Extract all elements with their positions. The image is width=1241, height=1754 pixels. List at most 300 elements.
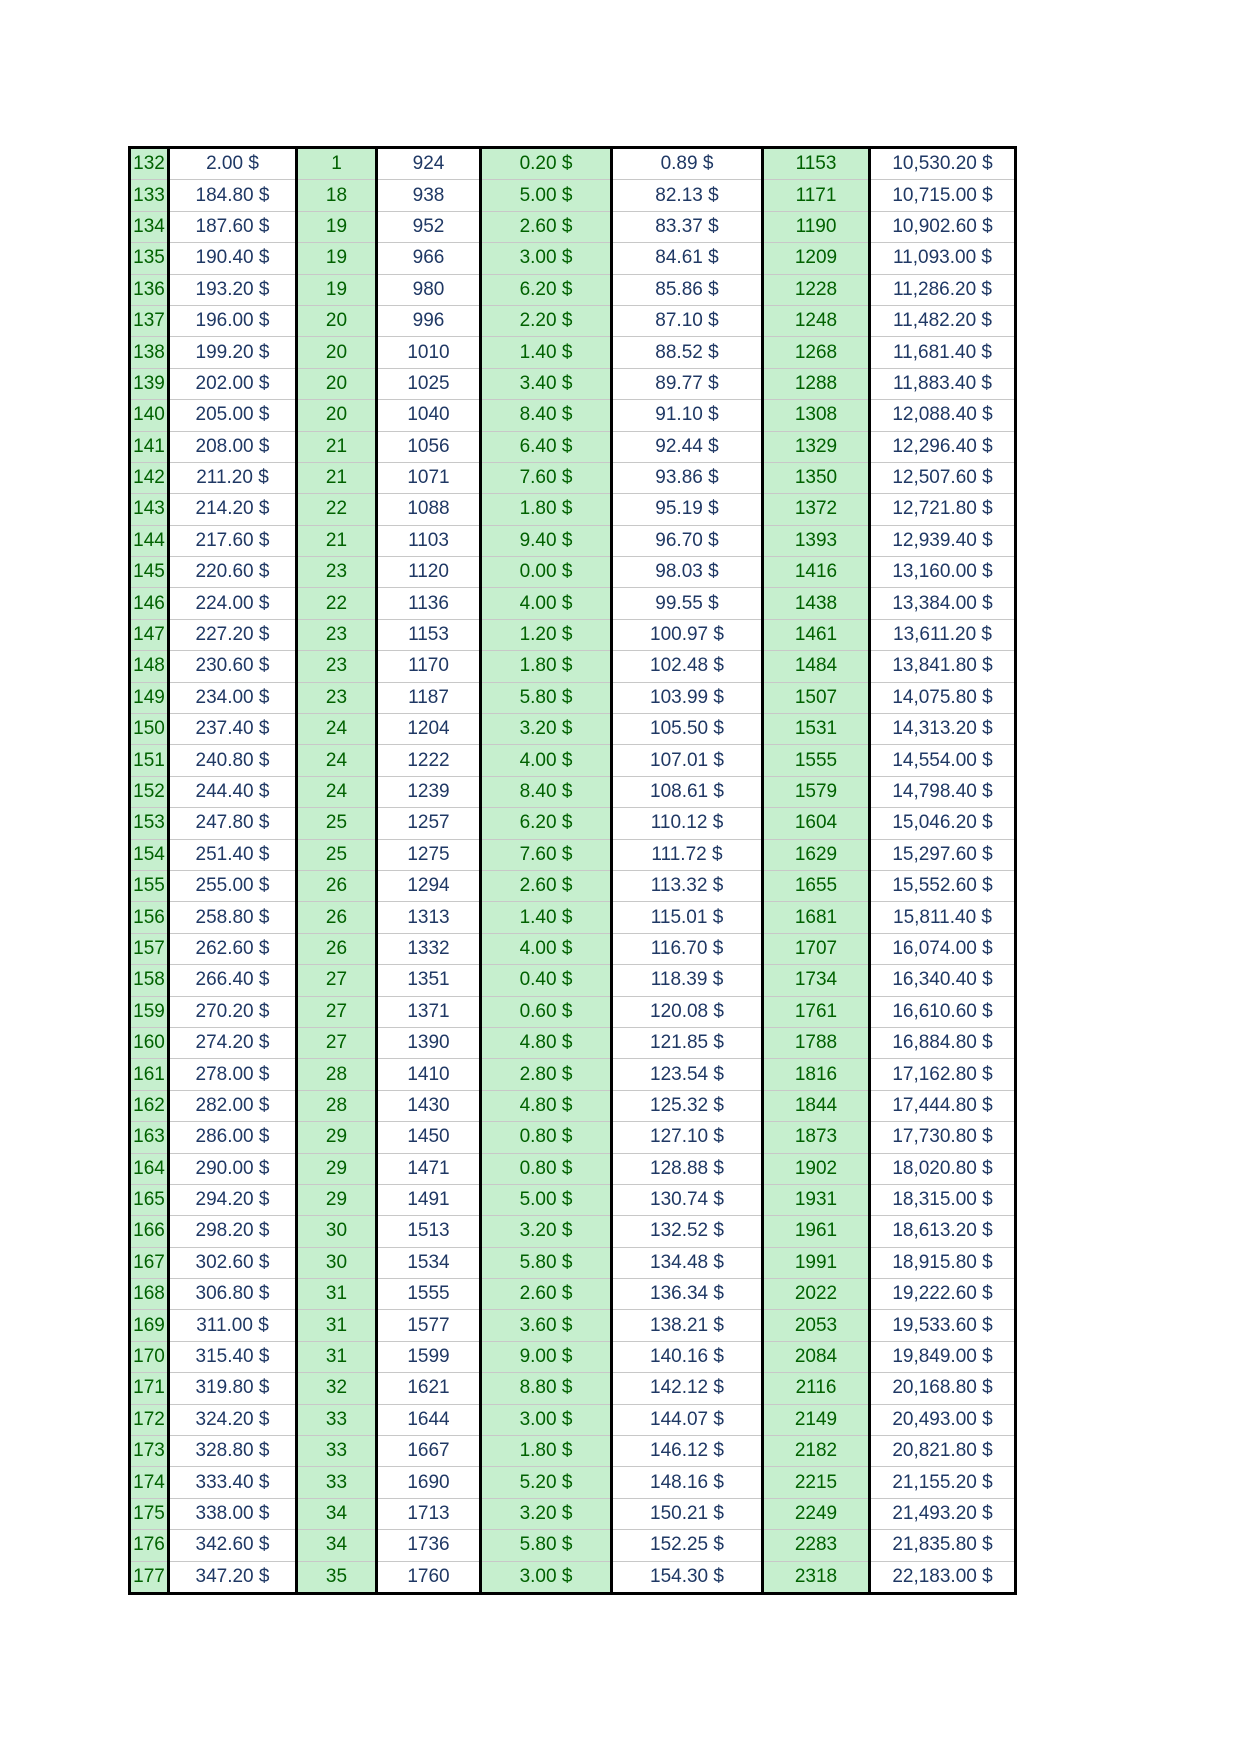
amount-cell[interactable]: 234.00 $ xyxy=(169,682,297,713)
quantity-cell[interactable]: 1025 xyxy=(377,368,481,399)
row-index-cell[interactable]: 154 xyxy=(130,839,169,870)
quantity-cell[interactable]: 924 xyxy=(377,148,481,180)
balance-cell[interactable]: 11,681.40 $ xyxy=(870,337,1016,368)
row-index-cell[interactable]: 143 xyxy=(130,494,169,525)
balance-cell[interactable]: 16,340.40 $ xyxy=(870,965,1016,996)
total-count-cell[interactable]: 1507 xyxy=(763,682,870,713)
amount-cell[interactable]: 244.40 $ xyxy=(169,776,297,807)
count-cell[interactable]: 31 xyxy=(297,1341,377,1372)
fee-cell[interactable]: 7.60 $ xyxy=(481,462,612,493)
quantity-cell[interactable]: 1204 xyxy=(377,714,481,745)
count-cell[interactable]: 34 xyxy=(297,1498,377,1529)
fee-cell[interactable]: 6.40 $ xyxy=(481,431,612,462)
rate-cell[interactable]: 98.03 $ xyxy=(612,557,763,588)
count-cell[interactable]: 23 xyxy=(297,557,377,588)
count-cell[interactable]: 28 xyxy=(297,1059,377,1090)
rate-cell[interactable]: 144.07 $ xyxy=(612,1404,763,1435)
rate-cell[interactable]: 110.12 $ xyxy=(612,808,763,839)
amount-cell[interactable]: 266.40 $ xyxy=(169,965,297,996)
count-cell[interactable]: 31 xyxy=(297,1310,377,1341)
row-index-cell[interactable]: 139 xyxy=(130,368,169,399)
fee-cell[interactable]: 2.60 $ xyxy=(481,211,612,242)
row-index-cell[interactable]: 175 xyxy=(130,1498,169,1529)
total-count-cell[interactable]: 1329 xyxy=(763,431,870,462)
row-index-cell[interactable]: 164 xyxy=(130,1153,169,1184)
row-index-cell[interactable]: 145 xyxy=(130,557,169,588)
row-index-cell[interactable]: 149 xyxy=(130,682,169,713)
total-count-cell[interactable]: 2215 xyxy=(763,1467,870,1498)
amount-cell[interactable]: 230.60 $ xyxy=(169,651,297,682)
balance-cell[interactable]: 11,482.20 $ xyxy=(870,305,1016,336)
fee-cell[interactable]: 0.20 $ xyxy=(481,148,612,180)
total-count-cell[interactable]: 1484 xyxy=(763,651,870,682)
rate-cell[interactable]: 100.97 $ xyxy=(612,619,763,650)
total-count-cell[interactable]: 1734 xyxy=(763,965,870,996)
count-cell[interactable]: 33 xyxy=(297,1467,377,1498)
row-index-cell[interactable]: 144 xyxy=(130,525,169,556)
balance-cell[interactable]: 20,168.80 $ xyxy=(870,1373,1016,1404)
count-cell[interactable]: 29 xyxy=(297,1184,377,1215)
total-count-cell[interactable]: 2116 xyxy=(763,1373,870,1404)
total-count-cell[interactable]: 2182 xyxy=(763,1436,870,1467)
row-index-cell[interactable]: 136 xyxy=(130,274,169,305)
count-cell[interactable]: 24 xyxy=(297,776,377,807)
quantity-cell[interactable]: 938 xyxy=(377,180,481,211)
count-cell[interactable]: 20 xyxy=(297,400,377,431)
quantity-cell[interactable]: 1153 xyxy=(377,619,481,650)
balance-cell[interactable]: 19,849.00 $ xyxy=(870,1341,1016,1372)
fee-cell[interactable]: 2.60 $ xyxy=(481,1279,612,1310)
rate-cell[interactable]: 92.44 $ xyxy=(612,431,763,462)
total-count-cell[interactable]: 1604 xyxy=(763,808,870,839)
balance-cell[interactable]: 15,811.40 $ xyxy=(870,902,1016,933)
amount-cell[interactable]: 187.60 $ xyxy=(169,211,297,242)
fee-cell[interactable]: 3.00 $ xyxy=(481,1561,612,1593)
count-cell[interactable]: 24 xyxy=(297,745,377,776)
total-count-cell[interactable]: 2283 xyxy=(763,1530,870,1561)
quantity-cell[interactable]: 1555 xyxy=(377,1279,481,1310)
count-cell[interactable]: 33 xyxy=(297,1436,377,1467)
total-count-cell[interactable]: 1579 xyxy=(763,776,870,807)
balance-cell[interactable]: 11,286.20 $ xyxy=(870,274,1016,305)
row-index-cell[interactable]: 159 xyxy=(130,996,169,1027)
rate-cell[interactable]: 130.74 $ xyxy=(612,1184,763,1215)
balance-cell[interactable]: 12,939.40 $ xyxy=(870,525,1016,556)
balance-cell[interactable]: 19,533.60 $ xyxy=(870,1310,1016,1341)
balance-cell[interactable]: 17,444.80 $ xyxy=(870,1090,1016,1121)
fee-cell[interactable]: 5.80 $ xyxy=(481,682,612,713)
fee-cell[interactable]: 5.00 $ xyxy=(481,1184,612,1215)
amount-cell[interactable]: 342.60 $ xyxy=(169,1530,297,1561)
fee-cell[interactable]: 9.00 $ xyxy=(481,1341,612,1372)
fee-cell[interactable]: 3.00 $ xyxy=(481,243,612,274)
total-count-cell[interactable]: 1931 xyxy=(763,1184,870,1215)
quantity-cell[interactable]: 1103 xyxy=(377,525,481,556)
total-count-cell[interactable]: 1248 xyxy=(763,305,870,336)
total-count-cell[interactable]: 1761 xyxy=(763,996,870,1027)
amount-cell[interactable]: 190.40 $ xyxy=(169,243,297,274)
balance-cell[interactable]: 14,554.00 $ xyxy=(870,745,1016,776)
total-count-cell[interactable]: 1461 xyxy=(763,619,870,650)
amount-cell[interactable]: 247.80 $ xyxy=(169,808,297,839)
total-count-cell[interactable]: 1268 xyxy=(763,337,870,368)
quantity-cell[interactable]: 1644 xyxy=(377,1404,481,1435)
rate-cell[interactable]: 146.12 $ xyxy=(612,1436,763,1467)
row-index-cell[interactable]: 158 xyxy=(130,965,169,996)
amount-cell[interactable]: 315.40 $ xyxy=(169,1341,297,1372)
fee-cell[interactable]: 4.00 $ xyxy=(481,745,612,776)
balance-cell[interactable]: 13,611.20 $ xyxy=(870,619,1016,650)
balance-cell[interactable]: 21,835.80 $ xyxy=(870,1530,1016,1561)
amount-cell[interactable]: 262.60 $ xyxy=(169,933,297,964)
balance-cell[interactable]: 12,088.40 $ xyxy=(870,400,1016,431)
row-index-cell[interactable]: 176 xyxy=(130,1530,169,1561)
balance-cell[interactable]: 18,915.80 $ xyxy=(870,1247,1016,1278)
total-count-cell[interactable]: 1228 xyxy=(763,274,870,305)
total-count-cell[interactable]: 1788 xyxy=(763,1027,870,1058)
rate-cell[interactable]: 118.39 $ xyxy=(612,965,763,996)
balance-cell[interactable]: 15,297.60 $ xyxy=(870,839,1016,870)
fee-cell[interactable]: 1.20 $ xyxy=(481,619,612,650)
row-index-cell[interactable]: 160 xyxy=(130,1027,169,1058)
fee-cell[interactable]: 0.60 $ xyxy=(481,996,612,1027)
quantity-cell[interactable]: 1088 xyxy=(377,494,481,525)
balance-cell[interactable]: 17,730.80 $ xyxy=(870,1122,1016,1153)
rate-cell[interactable]: 127.10 $ xyxy=(612,1122,763,1153)
row-index-cell[interactable]: 174 xyxy=(130,1467,169,1498)
rate-cell[interactable]: 102.48 $ xyxy=(612,651,763,682)
row-index-cell[interactable]: 150 xyxy=(130,714,169,745)
amount-cell[interactable]: 251.40 $ xyxy=(169,839,297,870)
quantity-cell[interactable]: 1351 xyxy=(377,965,481,996)
row-index-cell[interactable]: 140 xyxy=(130,400,169,431)
quantity-cell[interactable]: 1599 xyxy=(377,1341,481,1372)
total-count-cell[interactable]: 2084 xyxy=(763,1341,870,1372)
amount-cell[interactable]: 324.20 $ xyxy=(169,1404,297,1435)
rate-cell[interactable]: 123.54 $ xyxy=(612,1059,763,1090)
row-index-cell[interactable]: 170 xyxy=(130,1341,169,1372)
balance-cell[interactable]: 18,315.00 $ xyxy=(870,1184,1016,1215)
quantity-cell[interactable]: 1713 xyxy=(377,1498,481,1529)
row-index-cell[interactable]: 167 xyxy=(130,1247,169,1278)
count-cell[interactable]: 30 xyxy=(297,1216,377,1247)
total-count-cell[interactable]: 1171 xyxy=(763,180,870,211)
row-index-cell[interactable]: 153 xyxy=(130,808,169,839)
rate-cell[interactable]: 103.99 $ xyxy=(612,682,763,713)
count-cell[interactable]: 18 xyxy=(297,180,377,211)
balance-cell[interactable]: 11,093.00 $ xyxy=(870,243,1016,274)
rate-cell[interactable]: 88.52 $ xyxy=(612,337,763,368)
fee-cell[interactable]: 3.20 $ xyxy=(481,714,612,745)
quantity-cell[interactable]: 1371 xyxy=(377,996,481,1027)
balance-cell[interactable]: 12,721.80 $ xyxy=(870,494,1016,525)
rate-cell[interactable]: 93.86 $ xyxy=(612,462,763,493)
count-cell[interactable]: 35 xyxy=(297,1561,377,1593)
fee-cell[interactable]: 9.40 $ xyxy=(481,525,612,556)
row-index-cell[interactable]: 141 xyxy=(130,431,169,462)
balance-cell[interactable]: 16,074.00 $ xyxy=(870,933,1016,964)
total-count-cell[interactable]: 2249 xyxy=(763,1498,870,1529)
count-cell[interactable]: 29 xyxy=(297,1122,377,1153)
amount-cell[interactable]: 205.00 $ xyxy=(169,400,297,431)
total-count-cell[interactable]: 1531 xyxy=(763,714,870,745)
count-cell[interactable]: 33 xyxy=(297,1404,377,1435)
total-count-cell[interactable]: 1153 xyxy=(763,148,870,180)
quantity-cell[interactable]: 1222 xyxy=(377,745,481,776)
quantity-cell[interactable]: 1257 xyxy=(377,808,481,839)
quantity-cell[interactable]: 1056 xyxy=(377,431,481,462)
balance-cell[interactable]: 21,493.20 $ xyxy=(870,1498,1016,1529)
quantity-cell[interactable]: 1450 xyxy=(377,1122,481,1153)
quantity-cell[interactable]: 966 xyxy=(377,243,481,274)
quantity-cell[interactable]: 1040 xyxy=(377,400,481,431)
amount-cell[interactable]: 208.00 $ xyxy=(169,431,297,462)
row-index-cell[interactable]: 177 xyxy=(130,1561,169,1593)
count-cell[interactable]: 23 xyxy=(297,682,377,713)
quantity-cell[interactable]: 1313 xyxy=(377,902,481,933)
balance-cell[interactable]: 18,613.20 $ xyxy=(870,1216,1016,1247)
fee-cell[interactable]: 4.00 $ xyxy=(481,588,612,619)
quantity-cell[interactable]: 1410 xyxy=(377,1059,481,1090)
count-cell[interactable]: 28 xyxy=(297,1090,377,1121)
rate-cell[interactable]: 138.21 $ xyxy=(612,1310,763,1341)
balance-cell[interactable]: 14,075.80 $ xyxy=(870,682,1016,713)
count-cell[interactable]: 21 xyxy=(297,462,377,493)
amount-cell[interactable]: 220.60 $ xyxy=(169,557,297,588)
count-cell[interactable]: 23 xyxy=(297,651,377,682)
fee-cell[interactable]: 0.80 $ xyxy=(481,1153,612,1184)
balance-cell[interactable]: 14,313.20 $ xyxy=(870,714,1016,745)
balance-cell[interactable]: 13,384.00 $ xyxy=(870,588,1016,619)
fee-cell[interactable]: 0.00 $ xyxy=(481,557,612,588)
rate-cell[interactable]: 142.12 $ xyxy=(612,1373,763,1404)
amount-cell[interactable]: 2.00 $ xyxy=(169,148,297,180)
rate-cell[interactable]: 83.37 $ xyxy=(612,211,763,242)
amount-cell[interactable]: 347.20 $ xyxy=(169,1561,297,1593)
total-count-cell[interactable]: 1350 xyxy=(763,462,870,493)
row-index-cell[interactable]: 157 xyxy=(130,933,169,964)
amount-cell[interactable]: 184.80 $ xyxy=(169,180,297,211)
rate-cell[interactable]: 82.13 $ xyxy=(612,180,763,211)
count-cell[interactable]: 31 xyxy=(297,1279,377,1310)
fee-cell[interactable]: 4.80 $ xyxy=(481,1090,612,1121)
quantity-cell[interactable]: 1120 xyxy=(377,557,481,588)
quantity-cell[interactable]: 1294 xyxy=(377,870,481,901)
row-index-cell[interactable]: 173 xyxy=(130,1436,169,1467)
balance-cell[interactable]: 19,222.60 $ xyxy=(870,1279,1016,1310)
balance-cell[interactable]: 10,530.20 $ xyxy=(870,148,1016,180)
balance-cell[interactable]: 15,552.60 $ xyxy=(870,870,1016,901)
amount-cell[interactable]: 333.40 $ xyxy=(169,1467,297,1498)
total-count-cell[interactable]: 1209 xyxy=(763,243,870,274)
amount-cell[interactable]: 294.20 $ xyxy=(169,1184,297,1215)
total-count-cell[interactable]: 1902 xyxy=(763,1153,870,1184)
balance-cell[interactable]: 11,883.40 $ xyxy=(870,368,1016,399)
row-index-cell[interactable]: 169 xyxy=(130,1310,169,1341)
row-index-cell[interactable]: 163 xyxy=(130,1122,169,1153)
quantity-cell[interactable]: 1471 xyxy=(377,1153,481,1184)
quantity-cell[interactable]: 1170 xyxy=(377,651,481,682)
fee-cell[interactable]: 4.80 $ xyxy=(481,1027,612,1058)
row-index-cell[interactable]: 133 xyxy=(130,180,169,211)
quantity-cell[interactable]: 980 xyxy=(377,274,481,305)
fee-cell[interactable]: 2.60 $ xyxy=(481,870,612,901)
amount-cell[interactable]: 311.00 $ xyxy=(169,1310,297,1341)
count-cell[interactable]: 26 xyxy=(297,933,377,964)
count-cell[interactable]: 20 xyxy=(297,337,377,368)
quantity-cell[interactable]: 1690 xyxy=(377,1467,481,1498)
fee-cell[interactable]: 0.40 $ xyxy=(481,965,612,996)
rate-cell[interactable]: 152.25 $ xyxy=(612,1530,763,1561)
count-cell[interactable]: 19 xyxy=(297,243,377,274)
rate-cell[interactable]: 107.01 $ xyxy=(612,745,763,776)
count-cell[interactable]: 20 xyxy=(297,368,377,399)
fee-cell[interactable]: 3.40 $ xyxy=(481,368,612,399)
rate-cell[interactable]: 96.70 $ xyxy=(612,525,763,556)
quantity-cell[interactable]: 1760 xyxy=(377,1561,481,1593)
fee-cell[interactable]: 1.40 $ xyxy=(481,337,612,368)
rate-cell[interactable]: 140.16 $ xyxy=(612,1341,763,1372)
fee-cell[interactable]: 2.20 $ xyxy=(481,305,612,336)
total-count-cell[interactable]: 1438 xyxy=(763,588,870,619)
amount-cell[interactable]: 217.60 $ xyxy=(169,525,297,556)
quantity-cell[interactable]: 1621 xyxy=(377,1373,481,1404)
rate-cell[interactable]: 84.61 $ xyxy=(612,243,763,274)
rate-cell[interactable]: 111.72 $ xyxy=(612,839,763,870)
balance-cell[interactable]: 22,183.00 $ xyxy=(870,1561,1016,1593)
count-cell[interactable]: 27 xyxy=(297,1027,377,1058)
row-index-cell[interactable]: 171 xyxy=(130,1373,169,1404)
quantity-cell[interactable]: 1667 xyxy=(377,1436,481,1467)
rate-cell[interactable]: 91.10 $ xyxy=(612,400,763,431)
fee-cell[interactable]: 1.40 $ xyxy=(481,902,612,933)
total-count-cell[interactable]: 1961 xyxy=(763,1216,870,1247)
count-cell[interactable]: 22 xyxy=(297,494,377,525)
rate-cell[interactable]: 136.34 $ xyxy=(612,1279,763,1310)
total-count-cell[interactable]: 1629 xyxy=(763,839,870,870)
balance-cell[interactable]: 14,798.40 $ xyxy=(870,776,1016,807)
total-count-cell[interactable]: 2318 xyxy=(763,1561,870,1593)
total-count-cell[interactable]: 1416 xyxy=(763,557,870,588)
quantity-cell[interactable]: 1187 xyxy=(377,682,481,713)
amount-cell[interactable]: 282.00 $ xyxy=(169,1090,297,1121)
balance-cell[interactable]: 10,715.00 $ xyxy=(870,180,1016,211)
total-count-cell[interactable]: 1288 xyxy=(763,368,870,399)
balance-cell[interactable]: 17,162.80 $ xyxy=(870,1059,1016,1090)
row-index-cell[interactable]: 137 xyxy=(130,305,169,336)
count-cell[interactable]: 1 xyxy=(297,148,377,180)
total-count-cell[interactable]: 2149 xyxy=(763,1404,870,1435)
rate-cell[interactable]: 150.21 $ xyxy=(612,1498,763,1529)
fee-cell[interactable]: 5.80 $ xyxy=(481,1530,612,1561)
balance-cell[interactable]: 18,020.80 $ xyxy=(870,1153,1016,1184)
fee-cell[interactable]: 5.80 $ xyxy=(481,1247,612,1278)
rate-cell[interactable]: 113.32 $ xyxy=(612,870,763,901)
fee-cell[interactable]: 5.20 $ xyxy=(481,1467,612,1498)
amount-cell[interactable]: 286.00 $ xyxy=(169,1122,297,1153)
total-count-cell[interactable]: 1844 xyxy=(763,1090,870,1121)
row-index-cell[interactable]: 156 xyxy=(130,902,169,933)
count-cell[interactable]: 34 xyxy=(297,1530,377,1561)
row-index-cell[interactable]: 166 xyxy=(130,1216,169,1247)
quantity-cell[interactable]: 1491 xyxy=(377,1184,481,1215)
row-index-cell[interactable]: 142 xyxy=(130,462,169,493)
quantity-cell[interactable]: 1010 xyxy=(377,337,481,368)
total-count-cell[interactable]: 1681 xyxy=(763,902,870,933)
amount-cell[interactable]: 290.00 $ xyxy=(169,1153,297,1184)
amount-cell[interactable]: 193.20 $ xyxy=(169,274,297,305)
amount-cell[interactable]: 196.00 $ xyxy=(169,305,297,336)
count-cell[interactable]: 29 xyxy=(297,1153,377,1184)
total-count-cell[interactable]: 1308 xyxy=(763,400,870,431)
row-index-cell[interactable]: 134 xyxy=(130,211,169,242)
fee-cell[interactable]: 6.20 $ xyxy=(481,808,612,839)
count-cell[interactable]: 22 xyxy=(297,588,377,619)
total-count-cell[interactable]: 1372 xyxy=(763,494,870,525)
total-count-cell[interactable]: 2053 xyxy=(763,1310,870,1341)
rate-cell[interactable]: 99.55 $ xyxy=(612,588,763,619)
fee-cell[interactable]: 0.80 $ xyxy=(481,1122,612,1153)
count-cell[interactable]: 27 xyxy=(297,996,377,1027)
count-cell[interactable]: 27 xyxy=(297,965,377,996)
count-cell[interactable]: 25 xyxy=(297,839,377,870)
rate-cell[interactable]: 105.50 $ xyxy=(612,714,763,745)
rate-cell[interactable]: 154.30 $ xyxy=(612,1561,763,1593)
balance-cell[interactable]: 16,610.60 $ xyxy=(870,996,1016,1027)
amount-cell[interactable]: 199.20 $ xyxy=(169,337,297,368)
quantity-cell[interactable]: 1071 xyxy=(377,462,481,493)
total-count-cell[interactable]: 1190 xyxy=(763,211,870,242)
fee-cell[interactable]: 1.80 $ xyxy=(481,651,612,682)
amount-cell[interactable]: 302.60 $ xyxy=(169,1247,297,1278)
amount-cell[interactable]: 224.00 $ xyxy=(169,588,297,619)
amount-cell[interactable]: 298.20 $ xyxy=(169,1216,297,1247)
row-index-cell[interactable]: 138 xyxy=(130,337,169,368)
rate-cell[interactable]: 0.89 $ xyxy=(612,148,763,180)
quantity-cell[interactable]: 1736 xyxy=(377,1530,481,1561)
amount-cell[interactable]: 255.00 $ xyxy=(169,870,297,901)
balance-cell[interactable]: 10,902.60 $ xyxy=(870,211,1016,242)
total-count-cell[interactable]: 1555 xyxy=(763,745,870,776)
rate-cell[interactable]: 89.77 $ xyxy=(612,368,763,399)
amount-cell[interactable]: 202.00 $ xyxy=(169,368,297,399)
balance-cell[interactable]: 13,841.80 $ xyxy=(870,651,1016,682)
fee-cell[interactable]: 7.60 $ xyxy=(481,839,612,870)
fee-cell[interactable]: 4.00 $ xyxy=(481,933,612,964)
total-count-cell[interactable]: 1991 xyxy=(763,1247,870,1278)
rate-cell[interactable]: 120.08 $ xyxy=(612,996,763,1027)
rate-cell[interactable]: 121.85 $ xyxy=(612,1027,763,1058)
amount-cell[interactable]: 274.20 $ xyxy=(169,1027,297,1058)
amount-cell[interactable]: 211.20 $ xyxy=(169,462,297,493)
count-cell[interactable]: 21 xyxy=(297,431,377,462)
quantity-cell[interactable]: 1275 xyxy=(377,839,481,870)
quantity-cell[interactable]: 996 xyxy=(377,305,481,336)
quantity-cell[interactable]: 1430 xyxy=(377,1090,481,1121)
amount-cell[interactable]: 214.20 $ xyxy=(169,494,297,525)
rate-cell[interactable]: 116.70 $ xyxy=(612,933,763,964)
count-cell[interactable]: 25 xyxy=(297,808,377,839)
row-index-cell[interactable]: 165 xyxy=(130,1184,169,1215)
balance-cell[interactable]: 16,884.80 $ xyxy=(870,1027,1016,1058)
fee-cell[interactable]: 3.20 $ xyxy=(481,1498,612,1529)
quantity-cell[interactable]: 1534 xyxy=(377,1247,481,1278)
balance-cell[interactable]: 20,821.80 $ xyxy=(870,1436,1016,1467)
row-index-cell[interactable]: 168 xyxy=(130,1279,169,1310)
fee-cell[interactable]: 8.80 $ xyxy=(481,1373,612,1404)
amount-cell[interactable]: 237.40 $ xyxy=(169,714,297,745)
count-cell[interactable]: 24 xyxy=(297,714,377,745)
